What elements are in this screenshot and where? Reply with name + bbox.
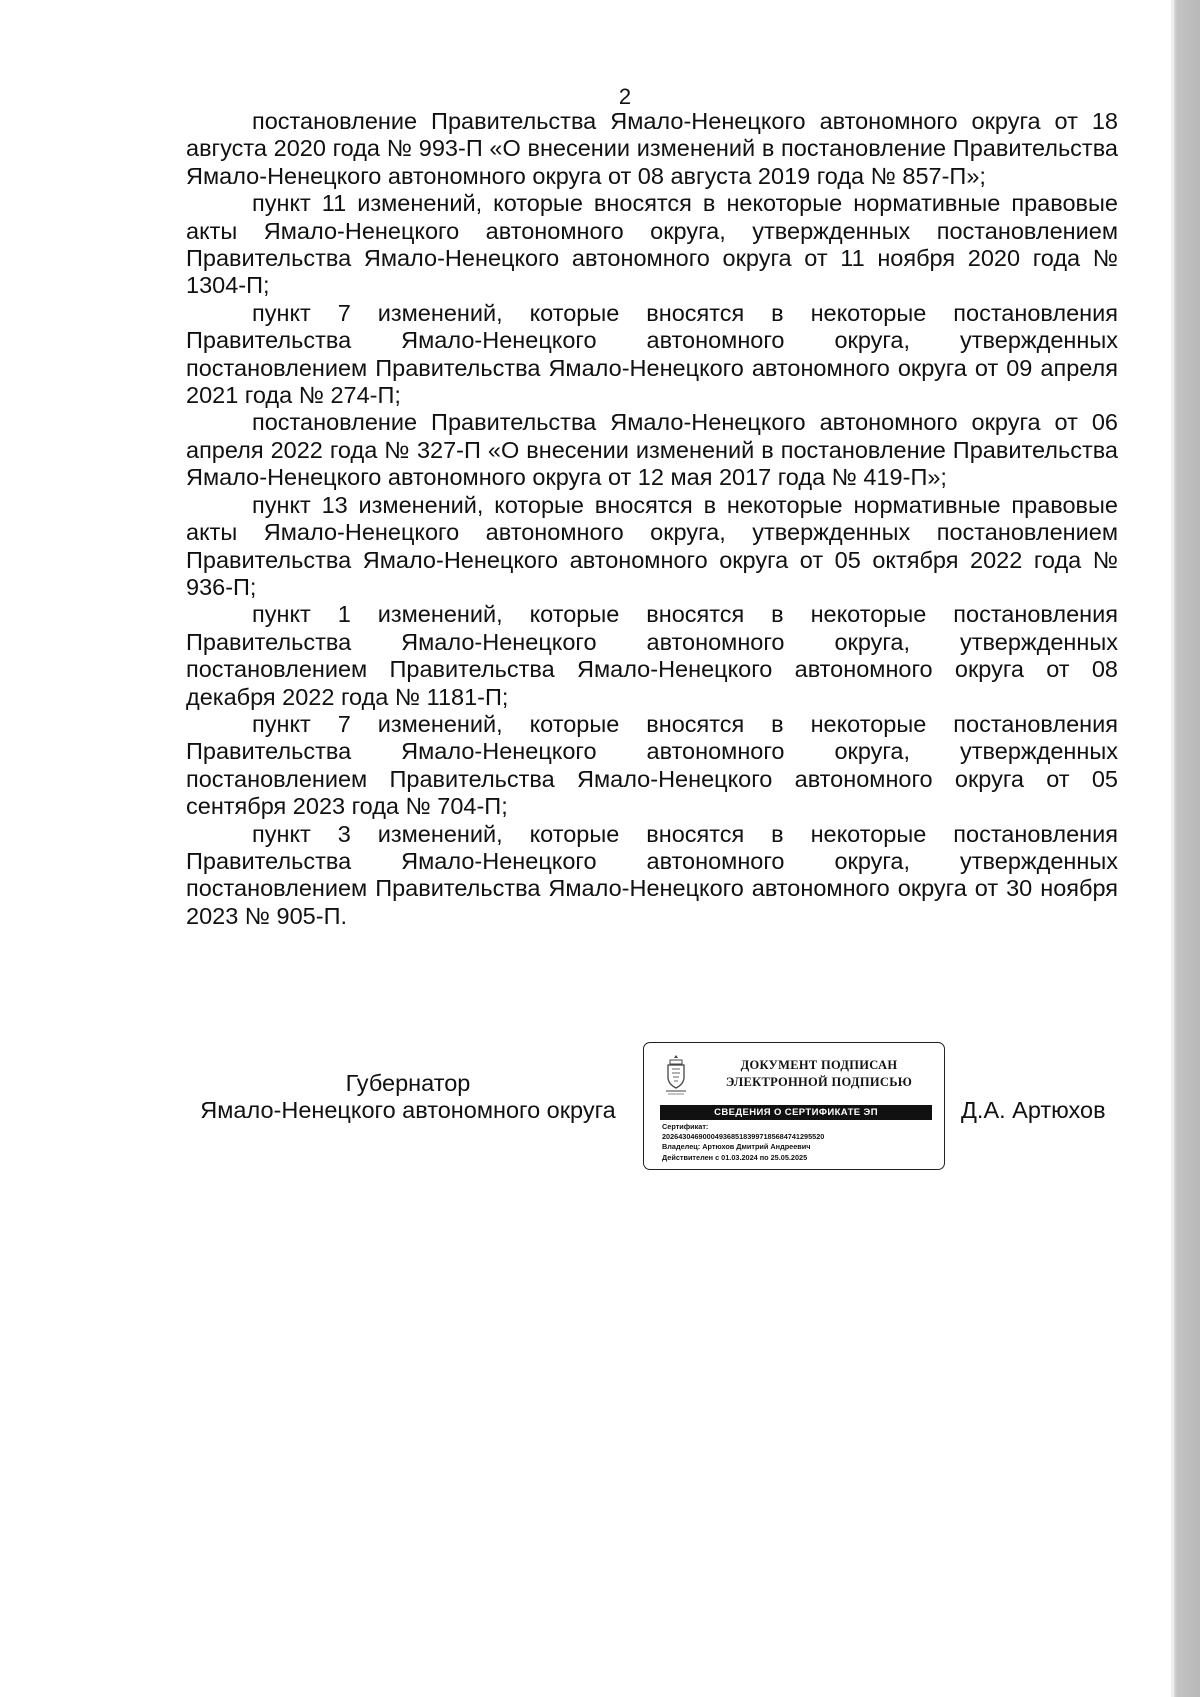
- page-edge-shadow: [1174, 0, 1200, 1697]
- paragraph: постановление Правительства Ямало-Ненецкого автономного округа от 18 августа 2020 года № 993-П «О внесении изменений в постановление Правительства Ямало-Ненецкого автономного округа от 08 августа 2019 года № 857-П»;: [186, 108, 1118, 189]
- coat-of-arms-icon: [662, 1053, 690, 1097]
- paragraph: пункт 13 изменений, которые вносятся в некоторые нормативные правовые акты Ямало-Ненецкого автономного округа, утвержденных постановлением Правительства Ямало-Ненецкого автономного округа от 05 октября 2022 года № 936-П;: [186, 491, 1118, 600]
- paragraph: постановление Правительства Ямало-Ненецкого автономного округа от 06 апреля 2022 года № 327-П «О внесении изменений в постановление Правительства Ямало-Ненецкого автономного округа от 12 мая 2017 года № 419-П»;: [186, 409, 1118, 491]
- signatory-title: [186, 1070, 630, 1125]
- paragraph: пункт 3 изменений, которые вносятся в некоторые постановления Правительства Ямало-Ненецкого автономного округа, утвержденных постановлением Правительства Ямало-Ненецкого автономного округа от 30 ноября 2023 № 905-П.: [186, 820, 1118, 929]
- stamp-heading-line2: ЭЛЕКТРОННОЙ ПОДПИСЬЮ: [725, 1075, 913, 1089]
- signatory-title-line1: Губернатор: [345, 1070, 471, 1096]
- signatory-name: Д.А. Артюхов: [961, 1097, 1106, 1123]
- document-body: [186, 108, 1118, 930]
- electronic-signature-stamp: [643, 1042, 945, 1170]
- paragraph: пункт 7 изменений, которые вносятся в некоторые постановления Правительства Ямало-Ненецкого автономного округа, утвержденных постановлением Правительства Ямало-Ненецкого автономного округа от 09 апреля 2021 года № 274-П;: [186, 299, 1118, 409]
- stamp-heading: [704, 1057, 934, 1091]
- page-number: 2: [618, 84, 632, 109]
- paragraph: пункт 1 изменений, которые вносятся в некоторые постановления Правительства Ямало-Ненецкого автономного округа, утвержденных постановлением Правительства Ямало-Ненецкого автономного округа от 08 декабря 2022 года № 1181-П;: [186, 601, 1118, 710]
- certificate-info-bar: СВЕДЕНИЯ О СЕРТИФИКАТЕ ЭП: [660, 1105, 932, 1120]
- signature-block: [0, 1038, 1200, 1178]
- paragraph: пункт 7 изменений, которые вносятся в некоторые постановления Правительства Ямало-Ненецкого автономного округа, утвержденных постановлением Правительства Ямало-Ненецкого автономного округа от 05 сентября 2023 года № 704-П;: [186, 710, 1118, 820]
- certificate-number: 2026430469000493685183997185684741295520: [662, 1132, 825, 1142]
- stamp-heading-line1: ДОКУМЕНТ ПОДПИСАН: [740, 1058, 898, 1072]
- certificate-details: [662, 1122, 938, 1163]
- certificate-validity: Действителен с 01.03.2024 по 25.05.2025: [662, 1152, 808, 1162]
- paragraph: пункт 11 изменений, которые вносятся в некоторые нормативные правовые акты Ямало-Ненецкого автономного округа, утвержденных постановлением Правительства Ямало-Ненецкого автономного округа от 11 ноября 2020 года № 1304-П;: [186, 190, 1118, 299]
- certificate-owner: Владелец: Артюхов Дмитрий Андреевич: [662, 1142, 811, 1152]
- certificate-label: Сертификат:: [662, 1122, 709, 1131]
- signatory-title-line2: Ямало-Ненецкого автономного округа: [200, 1097, 616, 1124]
